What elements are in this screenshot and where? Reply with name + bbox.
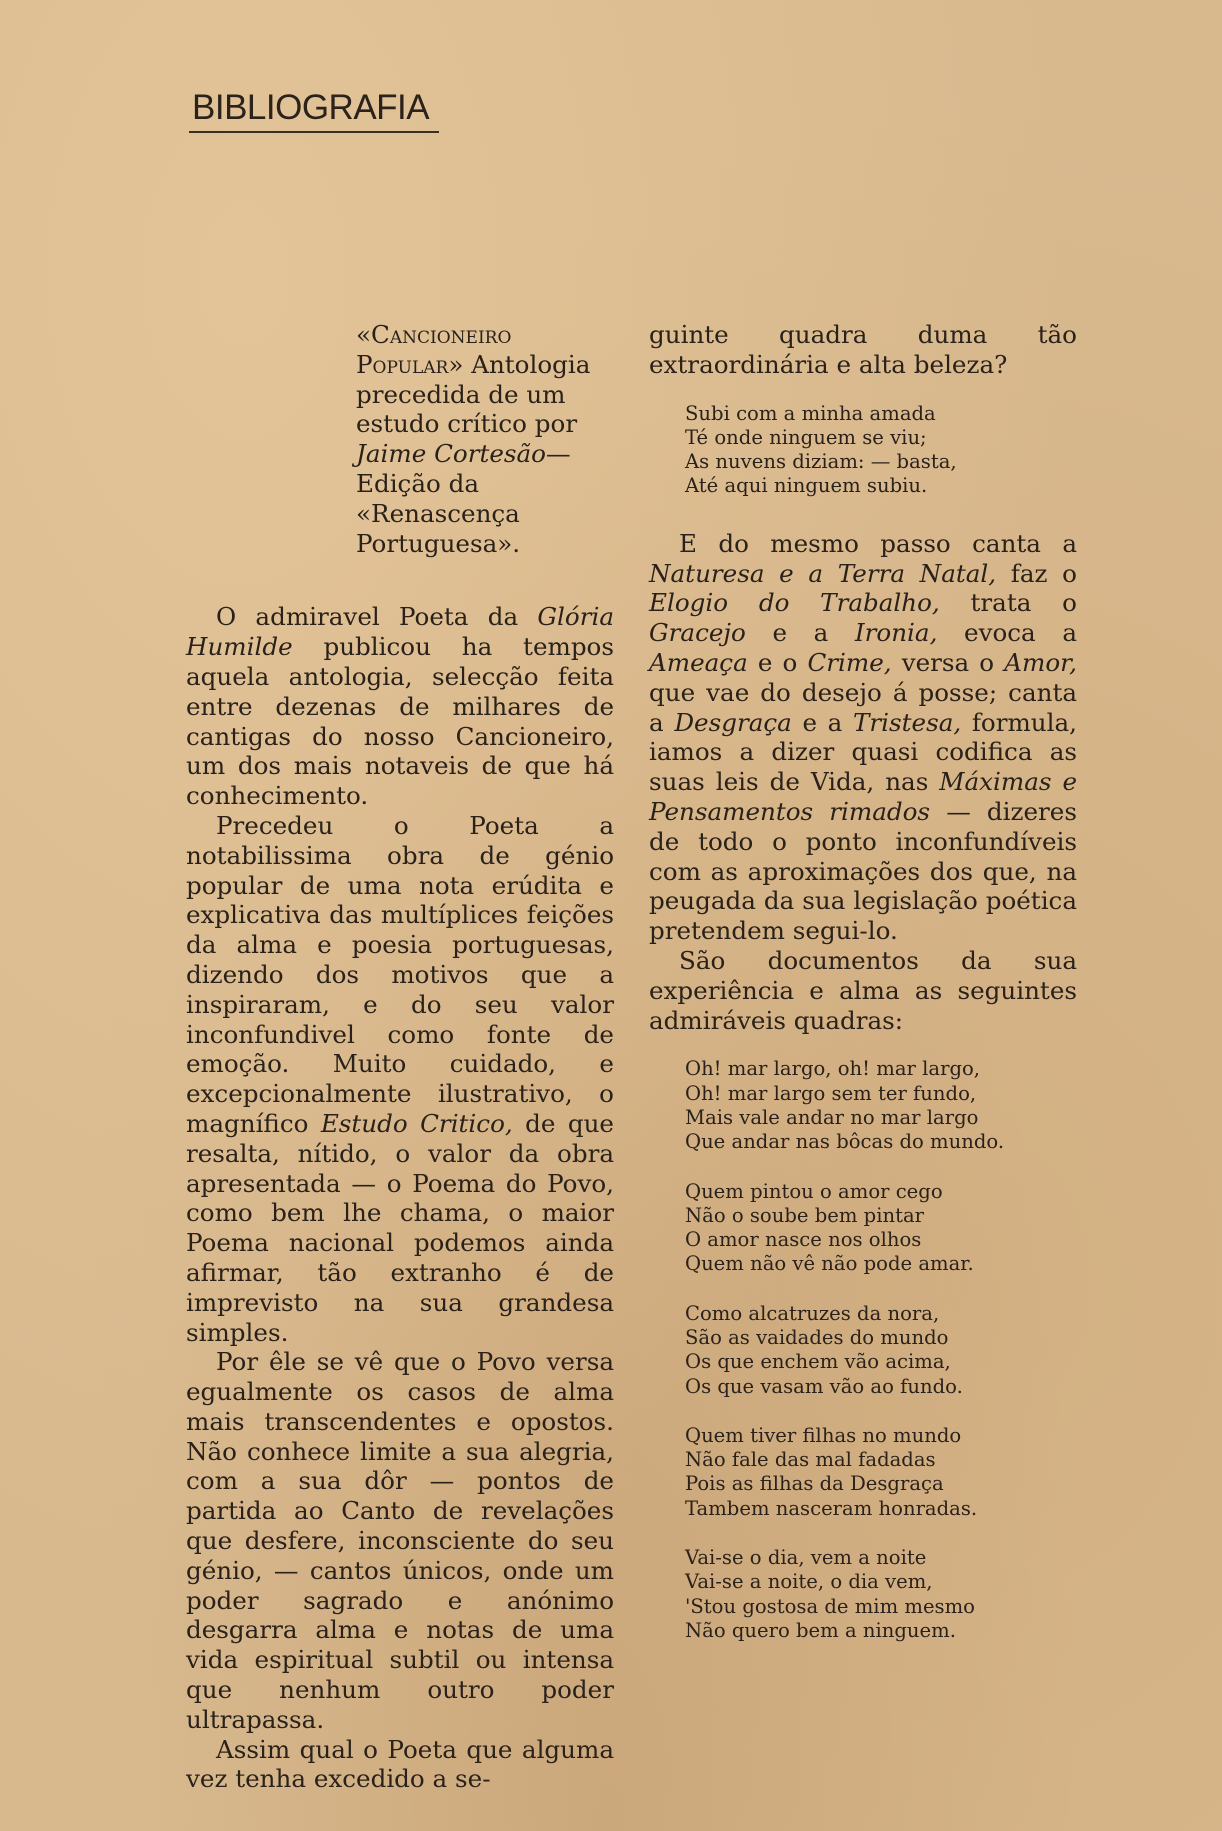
entry-description: Antologia precedida de um estudo crítico por [356, 349, 591, 439]
bibliography-entry [356, 320, 614, 558]
work-topic-italic: Gracejo [649, 618, 746, 648]
right-column [649, 320, 1077, 1668]
verse-line: 'Stou gostosa de mim mesmo [685, 1594, 975, 1618]
verse-line: Oh! mar largo sem ter fundo, [685, 1081, 977, 1105]
verse-line: Quem não vê não pode amar. [685, 1252, 974, 1276]
paragraph-4: Assim qual o Poeta que alguma vez tenha excedido a se- [186, 1734, 614, 1794]
paragraph-5-text: evoca a [937, 618, 1077, 648]
paragraph-3: Por êle se vê que o Povo versa egualmente os casos de alma mais transcendentes e opostos. Não conhece limite a sua alegria, com a sua dôr — pontos de partida ao Canto de revelações que desfere, inconsciente do seu génio, — cantos únicos, onde um poder sagrado e anónimo desgarra alma e notas de uma vida espiritual subtil ou intensa que nenhum outro poder ultrapassa. [186, 1347, 614, 1734]
section-heading: BIBLIOGRAFIA [192, 88, 430, 127]
quatrain [685, 1424, 1077, 1521]
entry-title: Cancioneiro Popular [356, 320, 512, 379]
paragraph-continuation: guinte quadra duma tão extraordinária e alta beleza? [649, 320, 1077, 379]
paragraph-2 [186, 811, 614, 1347]
work-topic-italic: Ironia, [854, 618, 938, 648]
paragraph-5-text: formula, iamos a dizer quasi codifica as suas leis de Vida, nas [649, 707, 1077, 797]
verse-line: Não o soube bem pintar [685, 1203, 925, 1227]
work-topic-italic: Ameaça [649, 647, 748, 677]
verse-line: Quem tiver filhas no mundo [685, 1423, 962, 1447]
paragraph-6: São documentos da sua experiência e alma as seguintes admiráveis quadras: [649, 945, 1077, 1035]
work-topic-italic: Crime, [807, 647, 892, 677]
paragraph-5-text: e o [747, 647, 808, 677]
work-topic-italic: Naturesa e a Terra Natal, [649, 558, 997, 588]
work-topic-italic: Tristesa, [852, 707, 962, 737]
quatrain [685, 1302, 1077, 1399]
quatrains-list [685, 1057, 1077, 1643]
paragraph-5-text: versa o [891, 647, 1005, 677]
paragraph-5-text: e a [791, 707, 853, 737]
paragraph-5 [649, 529, 1077, 946]
verse-line: Vai-se o dia, vem a noite [685, 1546, 927, 1570]
paragraph-5-text: e a [745, 618, 855, 648]
quatrain-first [685, 402, 1077, 499]
paragraph-2-text-a: Precedeu o Poeta a notabilissima obra de génio popular de uma nota erúdita e explicativa das multíplices feições da alma e poesia portuguesas, dizendo dos motivos que a inspiraram, e do seu valor inconfundivel como fonte de emoção. Muito cuidado, e excepcionalmente ilustrativo, o magnífico [186, 810, 614, 1138]
verse-line: As nuvens diziam: — basta, [685, 450, 957, 474]
verse-line: Os que enchem vão acima, [685, 1350, 951, 1374]
paragraph-5-text: — dizeres de todo o ponto inconfundíveis com as aproximações dos que, na peugada da sua legislação poética pretendem segui-lo. [649, 796, 1077, 946]
entry-title-close: » [448, 349, 464, 379]
verse-line: Até aqui ninguem subiu. [685, 474, 928, 498]
entry-title-open: « [356, 320, 372, 349]
paragraph-1-text-a: O admiravel Poeta da [216, 602, 538, 632]
verse-line: Como alcatruzes da nora, [685, 1301, 940, 1325]
verse-line: Té onde ninguem se viu; [685, 425, 927, 449]
verse-line: Que andar nas bôcas do mundo. [685, 1130, 1005, 1154]
verse-line: São as vaidades do mundo [685, 1326, 949, 1349]
paragraph-5-text: trata o [939, 588, 1077, 618]
verse-line: Oh! mar largo, oh! mar largo, [685, 1057, 981, 1081]
paragraph-1 [186, 602, 614, 811]
verse-line: Quem pintou o amor cego [685, 1179, 943, 1203]
paragraph-5-text: que vae do desejo á posse; canta a [649, 677, 1077, 737]
quatrain [685, 1057, 1077, 1154]
heading-underline [189, 131, 439, 133]
work-title-gloria-humilde: Glória Humilde [186, 602, 614, 662]
verse-line: Pois as filhas da Desgraça [685, 1472, 944, 1496]
verse-line: Subi com a minha amada [685, 401, 936, 425]
paragraph-5-text: faz o [996, 558, 1077, 588]
verse-line: O amor nasce nos olhos [685, 1228, 922, 1252]
work-topic-italic: Amor, [1004, 647, 1077, 677]
work-topic-italic: Elogio do Trabalho, [649, 588, 940, 618]
work-topic-italic: Máximas e Pensamentos rimados [649, 767, 1077, 826]
quatrain [685, 1546, 1077, 1643]
verse-line: Tambem nasceram honradas. [685, 1496, 978, 1520]
verse-line: Não quero bem a ninguem. [685, 1618, 956, 1642]
paragraph-1-text-b: publicou ha tempos aquela antologia, selecção feita entre dezenas de milhares de cantigas do nosso Cancioneiro, um dos mais notaveis de que há conhecimento. [186, 632, 614, 811]
verse-line: Vai-se a noite, o dia vem, [685, 1570, 933, 1594]
entry-author: Jaime Cortesão [356, 439, 546, 469]
paragraph-5-text: E do mesmo passo canta a [679, 528, 1077, 558]
left-column [186, 320, 614, 1794]
verse-line: Mais vale andar no mar largo [685, 1105, 979, 1129]
paragraph-2-text-b: de que resalta, nítido, o valor da obra apresentada — o Poema do Povo, como bem lhe chama, o maior Poema nacional podemos ainda afirmar, tão extranho é de imprevisto na sua grandesa simples. [186, 1108, 614, 1347]
entry-edition: —Edição da «Renascença Portuguesa». [356, 439, 571, 558]
verse-line: Os que vasam vão ao fundo. [685, 1374, 963, 1398]
work-title-estudo-critico: Estudo Critico, [320, 1108, 513, 1138]
verse-line: Não fale das mal fadadas [685, 1448, 936, 1472]
work-topic-italic: Desgraça [674, 707, 792, 737]
quatrain [685, 1180, 1077, 1277]
